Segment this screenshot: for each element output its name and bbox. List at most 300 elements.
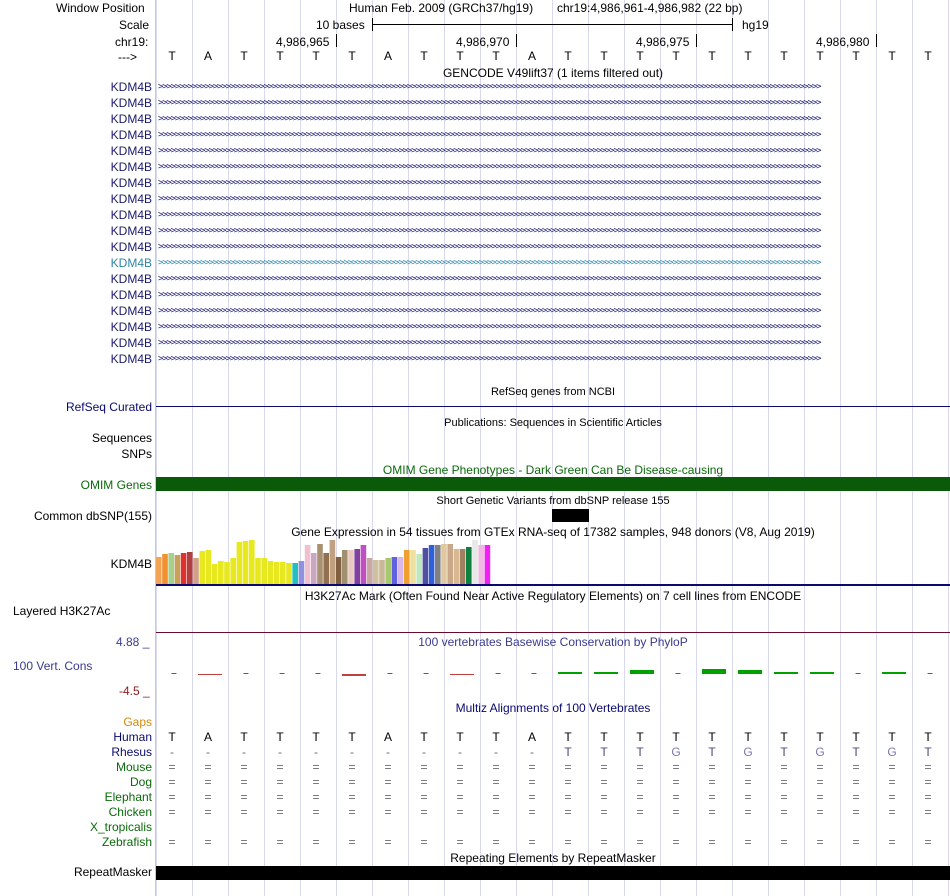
gtex-track-title[interactable]: Gene Expression in 54 tissues from GTEx RNA-seq of 17382 samples, 948 donors (V8, Aug 2019) xyxy=(291,525,815,539)
gtex-tissue-bar[interactable] xyxy=(237,542,243,584)
gene-label[interactable]: KDM4B xyxy=(110,112,152,126)
transcript-strand-arrows[interactable]: >>>>>>>>>>>>>>>>>>>>>>>>>>>>>>>>>>>>>>>>>>>>>>>>>>>>>>>>>>>>>>>>>>>>>>>>>>>>>>>>>>>>>>>>>>>>>>>>>>>>>>>>>>>>>>>>>>>>>>>>>>>>>>>>>>>>>>>>>>>>>>>>>>>>>>>>>>>>> xyxy=(158,274,821,284)
reference-base: T xyxy=(888,49,896,63)
alignment-base: = xyxy=(924,805,932,819)
gtex-tissue-bar[interactable] xyxy=(379,560,385,584)
gtex-tissue-bar[interactable] xyxy=(305,545,311,584)
alignment-base: = xyxy=(924,790,932,804)
alignment-base: = xyxy=(348,775,356,789)
alignment-base: = xyxy=(780,760,788,774)
gene-label[interactable]: KDM4B xyxy=(110,80,152,94)
reference-base: T xyxy=(708,49,716,63)
gtex-tissue-bar[interactable] xyxy=(218,561,224,584)
gencode-transcript-row[interactable] xyxy=(0,159,950,175)
gtex-tissue-bar[interactable] xyxy=(348,550,354,584)
transcript-strand-arrows[interactable]: >>>>>>>>>>>>>>>>>>>>>>>>>>>>>>>>>>>>>>>>>>>>>>>>>>>>>>>>>>>>>>>>>>>>>>>>>>>>>>>>>>>>>>>>>>>>>>>>>>>>>>>>>>>>>>>>>>>>>>>>>>>>>>>>>>>>>>>>>>>>>>>>>>>>>>>>>>>>> xyxy=(158,162,821,172)
alignment-base: = xyxy=(456,760,464,774)
alignment-base: = xyxy=(312,775,320,789)
alignment-base: = xyxy=(924,835,932,849)
gtex-tissue-bar[interactable] xyxy=(280,562,286,584)
gene-label[interactable]: KDM4B xyxy=(110,256,152,270)
gene-label[interactable]: KDM4B xyxy=(110,288,152,302)
gtex-tissue-bar[interactable] xyxy=(187,552,193,584)
transcript-strand-arrows[interactable]: >>>>>>>>>>>>>>>>>>>>>>>>>>>>>>>>>>>>>>>>>>>>>>>>>>>>>>>>>>>>>>>>>>>>>>>>>>>>>>>>>>>>>>>>>>>>>>>>>>>>>>>>>>>>>>>>>>>>>>>>>>>>>>>>>>>>>>>>>>>>>>>>>>>>>>>>>>>>> xyxy=(158,146,821,156)
transcript-strand-arrows[interactable]: >>>>>>>>>>>>>>>>>>>>>>>>>>>>>>>>>>>>>>>>>>>>>>>>>>>>>>>>>>>>>>>>>>>>>>>>>>>>>>>>>>>>>>>>>>>>>>>>>>>>>>>>>>>>>>>>>>>>>>>>>>>>>>>>>>>>>>>>>>>>>>>>>>>>>>>>>>>>> xyxy=(158,306,821,316)
alignment-base: G xyxy=(887,745,897,759)
gene-label[interactable]: KDM4B xyxy=(110,320,152,334)
alignment-base: = xyxy=(456,775,464,789)
alignment-base: = xyxy=(672,760,680,774)
ruler-tick-label: 4,986,975 xyxy=(636,35,690,49)
phylop-track-title[interactable]: 100 vertebrates Basewise Conservation by PhyloP xyxy=(418,635,688,649)
gtex-tissue-bar[interactable] xyxy=(485,545,491,584)
gtex-tissue-bar[interactable] xyxy=(255,558,261,584)
reference-base: A xyxy=(383,49,392,63)
alignment-base: = xyxy=(924,760,932,774)
alignment-base: = xyxy=(204,790,212,804)
alignment-base: = xyxy=(492,790,500,804)
phylop-score-bar xyxy=(172,673,177,674)
gene-label[interactable]: KDM4B xyxy=(110,272,152,286)
gene-label[interactable]: KDM4B xyxy=(110,336,152,350)
gene-label[interactable]: KDM4B xyxy=(110,304,152,318)
phylop-scores xyxy=(156,664,950,686)
alignment-base: = xyxy=(456,835,464,849)
alignment-base: = xyxy=(204,805,212,819)
reference-base: A xyxy=(527,49,536,63)
alignment-base: T xyxy=(600,745,608,759)
phylop-min-label: -4.5 _ xyxy=(119,684,150,698)
gtex-tissue-bar[interactable] xyxy=(367,558,373,584)
phylop-track-label[interactable]: 100 Vert. Cons xyxy=(13,659,93,673)
gtex-tissue-bar[interactable] xyxy=(311,553,317,584)
alignment-base: T xyxy=(708,745,716,759)
h3k27ac-track-label[interactable]: Layered H3K27Ac xyxy=(13,604,111,618)
alignment-base: - xyxy=(206,745,210,759)
gencode-track-title[interactable]: GENCODE V49lift37 (1 items filtered out) xyxy=(442,66,664,80)
transcript-strand-arrows[interactable]: >>>>>>>>>>>>>>>>>>>>>>>>>>>>>>>>>>>>>>>>>>>>>>>>>>>>>>>>>>>>>>>>>>>>>>>>>>>>>>>>>>>>>>>>>>>>>>>>>>>>>>>>>>>>>>>>>>>>>>>>>>>>>>>>>>>>>>>>>>>>>>>>>>>>>>>>>>>>> xyxy=(158,258,821,268)
alignment-base: = xyxy=(780,775,788,789)
assembly-title: Human Feb. 2009 (GRCh37/hg19) xyxy=(349,1,534,15)
transcript-strand-arrows[interactable]: >>>>>>>>>>>>>>>>>>>>>>>>>>>>>>>>>>>>>>>>>>>>>>>>>>>>>>>>>>>>>>>>>>>>>>>>>>>>>>>>>>>>>>>>>>>>>>>>>>>>>>>>>>>>>>>>>>>>>>>>>>>>>>>>>>>>>>>>>>>>>>>>>>>>>>>>>>>>> xyxy=(158,322,821,332)
chrom-label: chr19: xyxy=(115,35,149,49)
transcript-strand-arrows[interactable]: >>>>>>>>>>>>>>>>>>>>>>>>>>>>>>>>>>>>>>>>>>>>>>>>>>>>>>>>>>>>>>>>>>>>>>>>>>>>>>>>>>>>>>>>>>>>>>>>>>>>>>>>>>>>>>>>>>>>>>>>>>>>>>>>>>>>>>>>>>>>>>>>>>>>>>>>>>>>> xyxy=(158,290,821,300)
scale-bar-left-tick xyxy=(372,18,373,31)
alignment-base: T xyxy=(852,745,860,759)
alignment-base: = xyxy=(888,760,896,774)
gtex-tissue-bar[interactable] xyxy=(317,544,323,584)
alignment-base: = xyxy=(168,835,176,849)
alignment-base: - xyxy=(242,745,246,759)
gtex-tissue-bar[interactable] xyxy=(162,554,168,584)
transcript-strand-arrows[interactable]: >>>>>>>>>>>>>>>>>>>>>>>>>>>>>>>>>>>>>>>>>>>>>>>>>>>>>>>>>>>>>>>>>>>>>>>>>>>>>>>>>>>>>>>>>>>>>>>>>>>>>>>>>>>>>>>>>>>>>>>>>>>>>>>>>>>>>>>>>>>>>>>>>>>>>>>>>>>>> xyxy=(158,82,821,92)
alignment-base: = xyxy=(564,835,572,849)
gtex-expression-bars[interactable] xyxy=(156,540,556,584)
species-label[interactable]: Elephant xyxy=(104,790,152,804)
gtex-tissue-bar[interactable] xyxy=(423,548,429,584)
alignment-base: = xyxy=(276,805,284,819)
alignment-base: A xyxy=(527,730,536,744)
reference-base: A xyxy=(203,49,212,63)
alignment-base: G xyxy=(671,745,681,759)
phylop-score-bar xyxy=(856,673,861,674)
reference-base: T xyxy=(276,49,284,63)
phylop-max-label: 4.88 _ xyxy=(116,635,150,649)
alignment-base: = xyxy=(276,760,284,774)
omim-track-label[interactable]: OMIM Genes xyxy=(80,478,152,492)
reference-base: T xyxy=(348,49,356,63)
gtex-tissue-bar[interactable] xyxy=(330,540,336,584)
gtex-tissue-bar[interactable] xyxy=(416,554,422,584)
transcript-strand-arrows[interactable]: >>>>>>>>>>>>>>>>>>>>>>>>>>>>>>>>>>>>>>>>>>>>>>>>>>>>>>>>>>>>>>>>>>>>>>>>>>>>>>>>>>>>>>>>>>>>>>>>>>>>>>>>>>>>>>>>>>>>>>>>>>>>>>>>>>>>>>>>>>>>>>>>>>>>>>>>>>>>> xyxy=(158,242,821,252)
alignment-base: = xyxy=(276,775,284,789)
refseq-track-line xyxy=(156,406,950,407)
alignment-base: T xyxy=(564,745,572,759)
gtex-tissue-bar[interactable] xyxy=(243,541,249,584)
gene-label[interactable]: KDM4B xyxy=(110,240,152,254)
reference-base: T xyxy=(816,49,824,63)
transcript-strand-arrows[interactable]: >>>>>>>>>>>>>>>>>>>>>>>>>>>>>>>>>>>>>>>>>>>>>>>>>>>>>>>>>>>>>>>>>>>>>>>>>>>>>>>>>>>>>>>>>>>>>>>>>>>>>>>>>>>>>>>>>>>>>>>>>>>>>>>>>>>>>>>>>>>>>>>>>>>>>>>>>>>>> xyxy=(158,354,821,364)
alignment-base: T xyxy=(924,730,932,744)
alignment-base: = xyxy=(348,835,356,849)
alignment-base: = xyxy=(564,775,572,789)
alignment-base: - xyxy=(350,745,354,759)
gencode-transcript-row[interactable] xyxy=(0,287,950,303)
gtex-tissue-bar[interactable] xyxy=(175,555,181,584)
phylop-score-bar xyxy=(676,673,681,674)
reference-base: T xyxy=(924,49,932,63)
gencode-transcript-row[interactable] xyxy=(0,175,950,191)
gtex-tissue-bar[interactable] xyxy=(286,563,292,584)
reference-base: T xyxy=(456,49,464,63)
gtex-tissue-bar[interactable] xyxy=(199,551,205,584)
alignment-base: T xyxy=(600,730,608,744)
alignment-base: = xyxy=(780,790,788,804)
gencode-transcript-row[interactable] xyxy=(0,271,950,287)
phylop-score-bar xyxy=(774,672,798,674)
transcript-strand-arrows[interactable]: >>>>>>>>>>>>>>>>>>>>>>>>>>>>>>>>>>>>>>>>>>>>>>>>>>>>>>>>>>>>>>>>>>>>>>>>>>>>>>>>>>>>>>>>>>>>>>>>>>>>>>>>>>>>>>>>>>>>>>>>>>>>>>>>>>>>>>>>>>>>>>>>>>>>>>>>>>>>> xyxy=(158,98,821,108)
alignment-base: = xyxy=(852,775,860,789)
omim-track-title[interactable]: OMIM Gene Phenotypes - Dark Green Can Be Disease-causing xyxy=(382,463,724,477)
gtex-tissue-bar[interactable] xyxy=(361,545,367,584)
gtex-tissue-bar[interactable] xyxy=(249,540,255,584)
gtex-tissue-bar[interactable] xyxy=(168,553,174,584)
alignment-base: T xyxy=(636,730,644,744)
gtex-tissue-bar[interactable] xyxy=(230,558,236,584)
gtex-tissue-bar[interactable] xyxy=(385,558,391,584)
species-label[interactable]: Mouse xyxy=(115,760,152,774)
phylop-score-bar xyxy=(342,674,366,676)
alignment-base: = xyxy=(312,835,320,849)
gtex-tissue-bar[interactable] xyxy=(429,545,435,584)
alignment-base: T xyxy=(672,730,680,744)
gtex-tissue-bar[interactable] xyxy=(336,557,342,584)
ruler-tick-label: 4,986,980 xyxy=(816,35,870,49)
gencode-transcript-row[interactable] xyxy=(0,95,950,111)
alignment-base: T xyxy=(708,730,716,744)
alignment-base: = xyxy=(240,775,248,789)
strand-label: ---> xyxy=(118,50,137,64)
alignment-base: = xyxy=(204,760,212,774)
alignment-base: = xyxy=(168,805,176,819)
alignment-base: = xyxy=(204,835,212,849)
alignment-base: = xyxy=(492,835,500,849)
alignment-base: T xyxy=(780,745,788,759)
alignment-base: = xyxy=(816,805,824,819)
publications-snps-label[interactable]: SNPs xyxy=(121,447,152,461)
alignment-base: = xyxy=(852,835,860,849)
gene-label[interactable]: KDM4B xyxy=(110,144,152,158)
scale-label: Scale xyxy=(119,18,150,32)
gtex-tissue-bar[interactable] xyxy=(392,557,398,584)
gencode-transcript-row[interactable] xyxy=(0,303,950,319)
gtex-tissue-bar[interactable] xyxy=(181,553,187,584)
alignment-base: - xyxy=(458,745,462,759)
alignment-base: = xyxy=(636,775,644,789)
gtex-tissue-bar[interactable] xyxy=(193,558,199,584)
alignment-base: T xyxy=(168,730,176,744)
gtex-tissue-bar[interactable] xyxy=(342,550,348,584)
alignment-base: = xyxy=(420,790,428,804)
alignment-base: = xyxy=(168,790,176,804)
phylop-score-bar xyxy=(198,674,222,675)
gene-label[interactable]: KDM4B xyxy=(110,96,152,110)
gene-label[interactable]: KDM4B xyxy=(110,176,152,190)
gtex-tissue-bar[interactable] xyxy=(398,557,404,584)
species-label[interactable]: Rhesus xyxy=(111,745,152,759)
alignment-base: = xyxy=(816,760,824,774)
gtex-tissue-bar[interactable] xyxy=(261,558,267,584)
refseq-track-label[interactable]: RefSeq Curated xyxy=(65,400,152,414)
dbsnp-track-title[interactable]: Short Genetic Variants from dbSNP release 155 xyxy=(436,495,670,507)
gtex-tissue-bar[interactable] xyxy=(274,562,280,584)
species-label[interactable]: Dog xyxy=(129,775,152,789)
multiz-track-title[interactable]: Multiz Alignments of 100 Vertebrates xyxy=(455,701,651,715)
gencode-transcript-row[interactable] xyxy=(0,319,950,335)
gtex-tissue-bar[interactable] xyxy=(206,550,212,584)
transcript-strand-arrows[interactable]: >>>>>>>>>>>>>>>>>>>>>>>>>>>>>>>>>>>>>>>>>>>>>>>>>>>>>>>>>>>>>>>>>>>>>>>>>>>>>>>>>>>>>>>>>>>>>>>>>>>>>>>>>>>>>>>>>>>>>>>>>>>>>>>>>>>>>>>>>>>>>>>>>>>>>>>>>>>>> xyxy=(158,338,821,348)
alignment-base: = xyxy=(312,805,320,819)
alignment-base: = xyxy=(312,790,320,804)
alignment-base: T xyxy=(780,730,788,744)
scale-text: 10 bases xyxy=(316,18,365,32)
alignment-base: T xyxy=(888,730,896,744)
phylop-score-bar xyxy=(532,673,537,674)
alignment-base: = xyxy=(456,805,464,819)
repeatmasker-track-title[interactable]: Repeating Elements by RepeatMasker xyxy=(450,851,656,865)
alignment-base: = xyxy=(240,760,248,774)
alignment-base: = xyxy=(420,775,428,789)
repeatmasker-track-label[interactable]: RepeatMasker xyxy=(73,865,152,879)
omim-gene-bar[interactable] xyxy=(156,477,950,491)
alignment-base: = xyxy=(276,790,284,804)
gtex-tissue-bar[interactable] xyxy=(454,549,460,584)
gencode-transcript-row[interactable] xyxy=(0,207,950,223)
gtex-tissue-bar[interactable] xyxy=(447,544,453,584)
repeatmasker-element[interactable] xyxy=(156,866,950,880)
publications-track-title[interactable]: Publications: Sequences in Scientific Articles xyxy=(444,417,662,429)
gtex-tissue-bar[interactable] xyxy=(472,540,478,584)
phylop-score-bar xyxy=(280,673,285,674)
multiz-gaps-label[interactable]: Gaps xyxy=(123,715,152,729)
reference-base: T xyxy=(744,49,752,63)
alignment-base: = xyxy=(744,775,752,789)
gene-label[interactable]: KDM4B xyxy=(110,160,152,174)
gtex-tissue-bar[interactable] xyxy=(441,544,447,584)
gtex-tissue-bar[interactable] xyxy=(323,553,329,584)
alignment-base: T xyxy=(312,730,320,744)
ruler-tick-label: 4,986,965 xyxy=(276,35,330,49)
phylop-score-bar xyxy=(882,672,906,674)
gencode-transcript-row[interactable] xyxy=(0,111,950,127)
reference-base: T xyxy=(492,49,500,63)
gencode-transcript-row[interactable] xyxy=(0,335,950,351)
alignment-base: T xyxy=(636,745,644,759)
alignment-base: = xyxy=(744,760,752,774)
alignment-base: T xyxy=(456,730,464,744)
gencode-transcript-row[interactable] xyxy=(0,255,950,271)
transcript-strand-arrows[interactable]: >>>>>>>>>>>>>>>>>>>>>>>>>>>>>>>>>>>>>>>>>>>>>>>>>>>>>>>>>>>>>>>>>>>>>>>>>>>>>>>>>>>>>>>>>>>>>>>>>>>>>>>>>>>>>>>>>>>>>>>>>>>>>>>>>>>>>>>>>>>>>>>>>>>>>>>>>>>>> xyxy=(158,194,821,204)
alignment-base: = xyxy=(528,805,536,819)
publications-sequences-label[interactable]: Sequences xyxy=(91,431,152,445)
alignment-base: - xyxy=(278,745,282,759)
alignment-base: - xyxy=(422,745,426,759)
alignment-base: = xyxy=(636,790,644,804)
dbsnp-variant[interactable] xyxy=(552,509,589,522)
gencode-transcript-row[interactable] xyxy=(0,143,950,159)
species-label[interactable]: X_tropicalis xyxy=(89,820,152,834)
gtex-tissue-bar[interactable] xyxy=(466,547,472,584)
gencode-transcript-row[interactable] xyxy=(0,239,950,255)
alignment-base: = xyxy=(600,835,608,849)
gencode-transcript-row[interactable] xyxy=(0,79,950,95)
alignment-base: = xyxy=(636,760,644,774)
alignment-base: = xyxy=(564,760,572,774)
alignment-base: = xyxy=(384,835,392,849)
alignment-base: - xyxy=(170,745,174,759)
alignment-base: = xyxy=(672,790,680,804)
alignment-base: A xyxy=(383,730,392,744)
phylop-score-bar xyxy=(594,672,618,674)
alignment-base: = xyxy=(600,805,608,819)
ruler-tick-label: 4,986,970 xyxy=(456,35,510,49)
refseq-track-title[interactable]: RefSeq genes from NCBI xyxy=(490,386,616,398)
gencode-transcript-row[interactable] xyxy=(0,223,950,239)
gene-label[interactable]: KDM4B xyxy=(110,224,152,238)
gtex-tissue-bar[interactable] xyxy=(354,549,360,584)
phylop-score-bar xyxy=(388,673,393,674)
transcript-strand-arrows[interactable]: >>>>>>>>>>>>>>>>>>>>>>>>>>>>>>>>>>>>>>>>>>>>>>>>>>>>>>>>>>>>>>>>>>>>>>>>>>>>>>>>>>>>>>>>>>>>>>>>>>>>>>>>>>>>>>>>>>>>>>>>>>>>>>>>>>>>>>>>>>>>>>>>>>>>>>>>>>>>> xyxy=(158,226,821,236)
alignment-base: = xyxy=(528,775,536,789)
phylop-score-bar xyxy=(928,673,933,674)
alignment-base: = xyxy=(240,805,248,819)
transcript-strand-arrows[interactable]: >>>>>>>>>>>>>>>>>>>>>>>>>>>>>>>>>>>>>>>>>>>>>>>>>>>>>>>>>>>>>>>>>>>>>>>>>>>>>>>>>>>>>>>>>>>>>>>>>>>>>>>>>>>>>>>>>>>>>>>>>>>>>>>>>>>>>>>>>>>>>>>>>>>>>>>>>>>>> xyxy=(158,114,821,124)
reference-base: T xyxy=(564,49,572,63)
gtex-tissue-bar[interactable] xyxy=(156,557,162,584)
gene-label[interactable]: KDM4B xyxy=(110,192,152,206)
phylop-score-bar xyxy=(450,674,474,675)
reference-base: T xyxy=(240,49,248,63)
species-label[interactable]: Zebrafish xyxy=(101,835,152,849)
alignment-base: - xyxy=(530,745,534,759)
alignment-base: = xyxy=(708,760,716,774)
species-label[interactable]: Chicken xyxy=(108,805,152,819)
alignment-base: = xyxy=(672,805,680,819)
ruler-tick xyxy=(696,34,697,47)
alignment-base: = xyxy=(240,790,248,804)
alignment-base: = xyxy=(852,790,860,804)
species-label[interactable]: Human xyxy=(113,730,152,744)
transcript-strand-arrows[interactable]: >>>>>>>>>>>>>>>>>>>>>>>>>>>>>>>>>>>>>>>>>>>>>>>>>>>>>>>>>>>>>>>>>>>>>>>>>>>>>>>>>>>>>>>>>>>>>>>>>>>>>>>>>>>>>>>>>>>>>>>>>>>>>>>>>>>>>>>>>>>>>>>>>>>>>>>>>>>>> xyxy=(158,178,821,188)
alignment-base: = xyxy=(672,835,680,849)
transcript-strand-arrows[interactable]: >>>>>>>>>>>>>>>>>>>>>>>>>>>>>>>>>>>>>>>>>>>>>>>>>>>>>>>>>>>>>>>>>>>>>>>>>>>>>>>>>>>>>>>>>>>>>>>>>>>>>>>>>>>>>>>>>>>>>>>>>>>>>>>>>>>>>>>>>>>>>>>>>>>>>>>>>>>>> xyxy=(158,210,821,220)
alignment-base: = xyxy=(456,790,464,804)
alignment-base: = xyxy=(348,805,356,819)
transcript-strand-arrows[interactable]: >>>>>>>>>>>>>>>>>>>>>>>>>>>>>>>>>>>>>>>>>>>>>>>>>>>>>>>>>>>>>>>>>>>>>>>>>>>>>>>>>>>>>>>>>>>>>>>>>>>>>>>>>>>>>>>>>>>>>>>>>>>>>>>>>>>>>>>>>>>>>>>>>>>>>>>>>>>>> xyxy=(158,130,821,140)
reference-base: T xyxy=(636,49,644,63)
alignment-base: = xyxy=(924,775,932,789)
gtex-tissue-bar[interactable] xyxy=(373,560,379,584)
scale-bar xyxy=(372,24,733,25)
phylop-score-bar xyxy=(496,673,501,674)
ruler-tick xyxy=(876,34,877,47)
phylop-score-bar xyxy=(558,672,582,674)
reference-base: T xyxy=(420,49,428,63)
reference-base: T xyxy=(600,49,608,63)
reference-base: T xyxy=(168,49,176,63)
gtex-tissue-bar[interactable] xyxy=(460,549,466,584)
gene-label[interactable]: KDM4B xyxy=(110,352,152,366)
alignment-base: = xyxy=(312,760,320,774)
alignment-base: T xyxy=(564,730,572,744)
reference-base: T xyxy=(780,49,788,63)
alignment-base: = xyxy=(708,835,716,849)
h3k27ac-track-title[interactable]: H3K27Ac Mark (Often Found Near Active Regulatory Elements) on 7 cell lines from ENCODE xyxy=(304,589,802,603)
alignment-base: = xyxy=(168,775,176,789)
alignment-base: = xyxy=(420,760,428,774)
gtex-track-baseline xyxy=(156,584,950,586)
gencode-transcript-row[interactable] xyxy=(0,351,950,367)
gtex-tissue-bar[interactable] xyxy=(299,561,305,584)
gtex-tissue-bar[interactable] xyxy=(212,564,218,584)
alignment-base: = xyxy=(888,805,896,819)
alignment-base: = xyxy=(888,790,896,804)
gtex-tissue-bar[interactable] xyxy=(478,545,484,584)
alignment-base: = xyxy=(528,760,536,774)
gencode-transcript-row[interactable] xyxy=(0,127,950,143)
ruler-tick xyxy=(516,34,517,47)
gene-label[interactable]: KDM4B xyxy=(110,208,152,222)
gene-label[interactable]: KDM4B xyxy=(110,128,152,142)
h3k27ac-track-baseline xyxy=(156,632,950,633)
gtex-tissue-bar[interactable] xyxy=(410,550,416,584)
scale-bar-right-tick xyxy=(732,18,733,31)
gtex-tissue-bar[interactable] xyxy=(268,561,274,584)
alignment-base: = xyxy=(708,805,716,819)
alignment-base: T xyxy=(240,730,248,744)
gtex-tissue-bar[interactable] xyxy=(404,550,410,584)
gtex-track-label[interactable]: KDM4B xyxy=(110,557,152,571)
gencode-transcript-row[interactable] xyxy=(0,191,950,207)
dbsnp-track-label[interactable]: Common dbSNP(155) xyxy=(33,509,152,523)
gtex-tissue-bar[interactable] xyxy=(224,562,230,584)
alignment-base: = xyxy=(276,835,284,849)
alignment-base: = xyxy=(816,835,824,849)
gtex-tissue-bar[interactable] xyxy=(435,545,441,584)
alignment-base: = xyxy=(600,775,608,789)
gtex-tissue-bar[interactable] xyxy=(292,563,298,584)
alignment-base: = xyxy=(492,805,500,819)
